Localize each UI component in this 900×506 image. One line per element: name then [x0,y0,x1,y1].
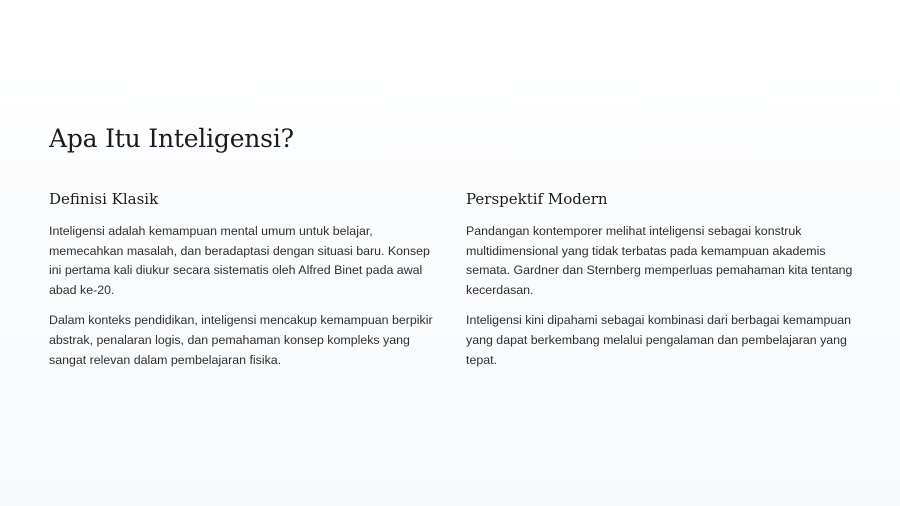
slide-title: Apa Itu Inteligensi? [49,124,294,153]
column-modern-perspective [466,189,856,381]
column-heading-modern: Perspektif Modern [466,190,608,208]
paragraph: Pandangan kontemporer melihat inteligensi sebagai konstruk multidimensional yang tidak terbatas pada kemampuan akademis semata. Gardner dan Sternberg memperluas pemahaman kita tentang kecerdasan. [466,224,853,297]
column-classic-definition [49,189,434,381]
column-heading-classic: Definisi Klasik [49,190,159,208]
paragraph: Inteligensi adalah kemampuan mental umum untuk belajar, memecahkan masalah, dan beradaptasi dengan situasi baru. Konsep ini pertama kali diukur secara sistematis oleh Alfred Binet pada awal abad ke-20. [49,224,430,297]
paragraph: Dalam konteks pendidikan, inteligensi mencakup kemampuan berpikir abstrak, penalaran logis, dan pemahaman konsep kompleks yang sangat relevan dalam pembelajaran fisika. [49,313,433,367]
paragraph: Inteligensi kini dipahami sebagai kombinasi dari berbagai kemampuan yang dapat berkembang melalui pengalaman dan pembelajaran yang tepat. [466,313,852,367]
